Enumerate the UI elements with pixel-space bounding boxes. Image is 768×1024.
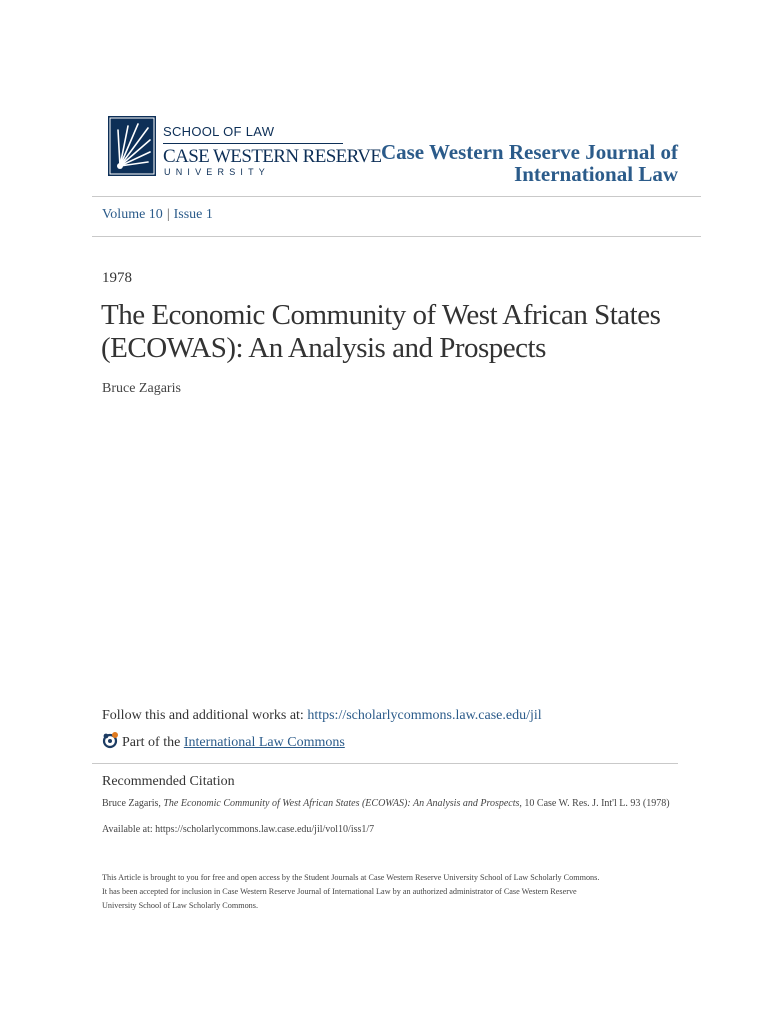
journal-title[interactable]: [358, 141, 678, 185]
issue-link[interactable]: Issue 1: [173, 207, 213, 222]
notice-line1: This Article is brought to you for free and open access by the Student Journals at Case Western Reserve University School of Law Scholarly Commons.: [102, 873, 600, 882]
follow-works-line: [102, 708, 542, 724]
citation-divider: [92, 763, 678, 764]
citation-available-at[interactable]: Available at: https://scholarlycommons.law.case.edu/jil/vol10/iss1/7: [102, 824, 375, 835]
recommended-citation-heading: Recommended Citation: [102, 774, 235, 789]
part-of-label: Part of the: [122, 735, 184, 750]
starburst-logo-icon: [108, 116, 156, 176]
article-title-line2: (ECOWAS): An Analysis and Prospects: [101, 332, 546, 364]
logo-divider: [163, 143, 343, 144]
citation-text: [102, 797, 682, 810]
volume-link[interactable]: Volume 10: [102, 207, 163, 222]
journal-title-line2: International Law: [514, 162, 678, 186]
article-title: [101, 299, 681, 365]
header-divider: [92, 196, 701, 197]
logo-school-of-law: SCHOOL OF LAW: [163, 124, 275, 139]
part-of-line: [102, 731, 345, 754]
follow-url-link[interactable]: https://scholarlycommons.law.case.edu/jil: [307, 708, 542, 723]
notice-line3: University School of Law Scholarly Commons.: [102, 901, 259, 910]
follow-label: Follow this and additional works at:: [102, 708, 308, 723]
breadcrumb-separator: |: [166, 207, 170, 222]
citation-source: , 10 Case W. Res. J. Int'l L. 93 (1978): [519, 798, 670, 809]
citation-title: The Economic Community of West African States (ECOWAS): An Analysis and Prospects: [163, 798, 520, 809]
issue-breadcrumb: [102, 207, 213, 223]
school-logo[interactable]: [108, 116, 382, 178]
logo-university-label: UNIVERSITY: [164, 167, 271, 177]
international-law-commons-link[interactable]: International Law Commons: [183, 735, 345, 750]
logo-university-name: CASE WESTERN RESERVE: [163, 146, 382, 167]
notice-line2: It has been accepted for inclusion in Case Western Reserve Journal of International Law by an authorized administrator of Case Western Reserve: [102, 887, 577, 896]
document-header: [0, 0, 768, 196]
issue-divider: [92, 236, 701, 237]
article-author[interactable]: Bruce Zagaris: [102, 381, 181, 396]
citation-author: Bruce Zagaris,: [102, 798, 164, 809]
publication-year: 1978: [102, 270, 132, 286]
journal-title-line1: Case Western Reserve Journal of: [380, 140, 678, 164]
network-commons-icon: [102, 731, 120, 754]
article-title-line1: The Economic Community of West African States: [101, 299, 661, 331]
open-access-notice: [102, 871, 682, 913]
